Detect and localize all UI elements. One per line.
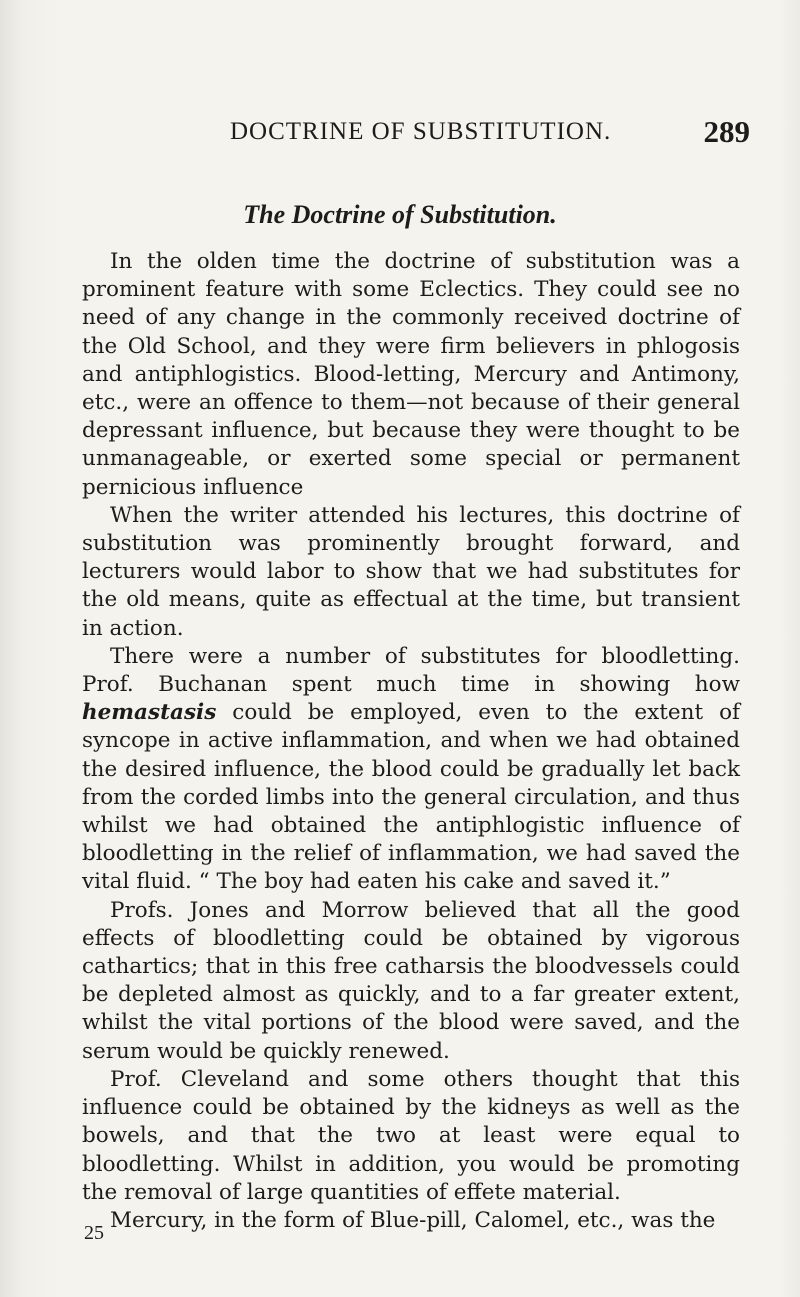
paragraph-mercury: Mercury, in the form of Blue-pill, Calomel, etc., was the xyxy=(110,1207,716,1233)
paragraph-lectures: When the writer attended his lectures, this doctrine of substitution was prominently brought forward, and lecturers would labor to show that we had substitutes for the old means, quite as effectual at the time, but transient in action. xyxy=(82,502,740,641)
signature-mark: 25 xyxy=(84,1222,104,1244)
emphasis-term: hemastasis xyxy=(82,700,217,726)
section-title: The Doctrine of Substitution. xyxy=(243,200,557,229)
paragraph-cathartics: Profs. Jones and Morrow believed that all the good effects of bloodletting could be obtained by vigorous cathartics; that in this free catharsis the bloodvessels could be depleted almost as quickly, and to a far greater extent, whilst the vital portions of the blood were saved, and the serum would be quickly renewed. xyxy=(82,897,740,1064)
paragraph-bloodletting-substitutes xyxy=(82,643,740,897)
page-header xyxy=(60,114,750,158)
paragraph-substitution-intro: In the olden time the doctrine of substitution was a prominent feature with some Eclectics. They could see no need of any change in the commonly received doctrine of the Old School, and they were firm believers in phlogosis and antiphlogistics. Blood-letting, Mercury and Antimony, etc., were an offence to them—not because of their general depressant influence, but because they were thought to be unmanageable, or exerted some special or permanent pernicious influence xyxy=(82,249,740,500)
page-number: 289 xyxy=(703,114,750,149)
body-text xyxy=(82,248,740,1235)
paragraph-text: could be employed, even to the extent of syncope in active inflammation, and when we had obtained the desired influence, the blood could be gradually let back from the corded limbs into the general circulation, and thus whilst we had obtained the antiphlogistic influence of bloodletting in the relief of inflammation, we had saved the vital fluid. “ The boy had eaten his cake and saved it.” xyxy=(82,700,740,895)
paragraph-text: There were a number of substitutes for bloodletting. Prof. Buchanan spent much time in showing how xyxy=(82,643,740,698)
paragraph-kidneys: Prof. Cleveland and some others thought that this influence could be obtained by the kidneys as well as the bowels, and that the two at least were equal to bloodletting. Whilst in addition, you would be promoting the removal of large quantities of effete material. xyxy=(82,1066,740,1205)
running-head: DOCTRINE OF SUBSTITUTION. xyxy=(230,118,612,145)
